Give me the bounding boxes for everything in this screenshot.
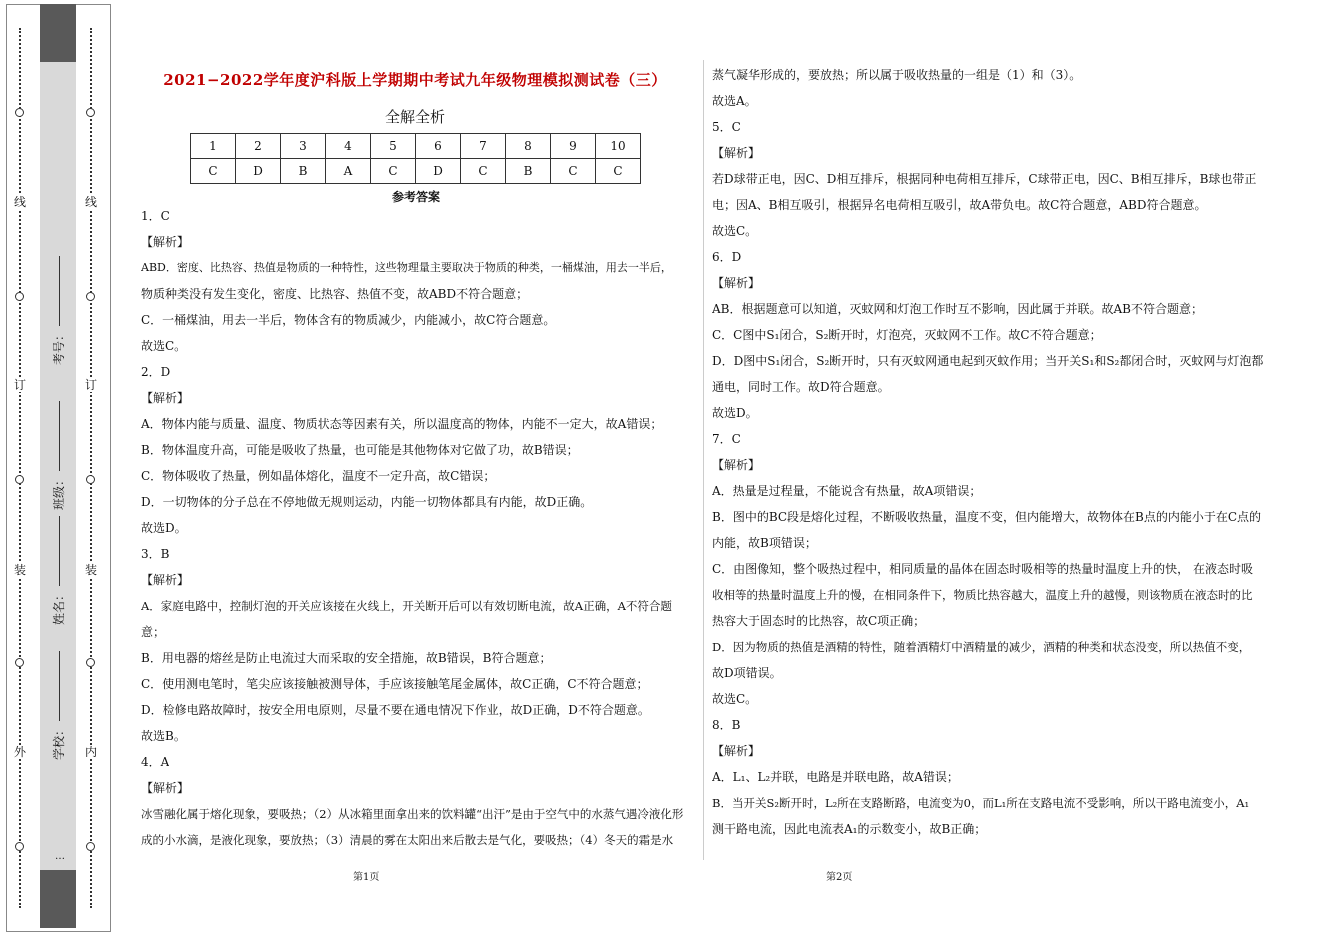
answer-cell: C (551, 159, 596, 184)
text-line: 【解析】 (712, 458, 761, 472)
answer-cell: C (461, 159, 506, 184)
binding-char-zhuang-inner: 装 (85, 563, 98, 577)
exam-number-label: 考号： (50, 256, 67, 365)
text-line: C．物体吸收了热量，例如晶体熔化，温度不一定升高，故C错误； (141, 469, 496, 483)
text-line: 7．C (712, 432, 741, 446)
answer-table (190, 133, 641, 184)
binding-circle (15, 475, 24, 484)
text-line: C．使用测电笔时，笔尖应该接触被测导体，手应该接触笔尾金属体，故C正确，C不符合题意； (141, 677, 649, 691)
text-line: 故选A。 (712, 94, 757, 108)
binding-char-ding-inner: 订 (85, 378, 98, 392)
text-line: C．由图像知，整个吸热过程中，相同质量的晶体在固态时吸相等的热量时温度上升的快， 在液态时吸 (712, 562, 1254, 576)
answer-cell: D (416, 159, 461, 184)
text-line: 1．C (141, 209, 170, 223)
page-1-footer: 第1页 (353, 872, 380, 883)
text-line: 【解析】 (712, 276, 761, 290)
question-number: 2 (236, 134, 281, 159)
binding-circle (15, 842, 24, 851)
answer-table-number-row (191, 134, 641, 159)
text-line: 收相等的热量时温度上升的慢，在相同条件下，物质比热容越大，温度上升的越慢，则该物质在液态时的比 (712, 588, 1253, 602)
text-line: 【解析】 (141, 573, 190, 587)
name-label: 姓名： (50, 516, 67, 625)
answer-table-answer-row (191, 159, 641, 184)
answer-cell: B (506, 159, 551, 184)
text-line: 5．C (712, 120, 741, 134)
text-line: 故D项错误。 (712, 666, 782, 680)
text-line: B．当开关S₂断开时，L₂所在支路断路，电流变为0，而L₁所在支路电流不受影响，所以干路电流变小，A₁ (712, 796, 1250, 810)
text-line: 蒸气凝华形成的，要放热；所以属于吸收热量的一组是（1）和（3）。 (712, 68, 1082, 82)
text-line: 故选D。 (712, 406, 758, 420)
text-line: 故选C。 (712, 224, 758, 238)
text-line: A．物体内能与质量、温度、物质状态等因素有关，所以温度高的物体，内能不一定大，故A错误； (141, 417, 663, 431)
text-line: ABD．密度、比热容、热值是物质的一种特性，这些物理量主要取决于物质的种类，一桶煤油，用去一半后， (141, 261, 672, 274)
text-line: 3．B (141, 547, 170, 561)
text-line: 成的小水滴，是液化现象，要放热；（3）清晨的雾在太阳出来后散去是气化，要吸热；（4）冬天的霜是水 (141, 833, 674, 847)
text-line: D．检修电路故障时，按安全用电原则，尽量不要在通电情况下作业，故D正确，D不符合题意。 (141, 703, 650, 717)
text-line: D．D图中S₁闭合，S₂断开时，只有灭蚊网通电起到灭蚊作用；当开关S₁和S₂都闭合时，灭蚊网与灯泡都 (712, 354, 1264, 368)
document-title: 2021−2022学年度沪科版上学期期中考试九年级物理模拟测试卷（三） (163, 71, 667, 89)
text-line: 热容大于固态时的比热容，故C项正确； (712, 614, 926, 628)
text-line: 【解析】 (712, 146, 761, 160)
answer-cell: C (191, 159, 236, 184)
binding-circle (86, 292, 95, 301)
question-number: 4 (326, 134, 371, 159)
document-subtitle: 全解全析 (384, 108, 445, 126)
binding-char-wai-outer: 外 (14, 745, 27, 759)
binding-circle (86, 108, 95, 117)
text-line: C．C图中S₁闭合，S₂断开时，灯泡亮，灭蚊网不工作。故C不符合题意； (712, 328, 1102, 342)
class-label: 班级： (50, 401, 67, 510)
binding-circle (15, 292, 24, 301)
text-line: 故选C。 (141, 339, 187, 353)
binding-char-ding-outer: 订 (14, 378, 27, 392)
answer-cell: D (236, 159, 281, 184)
text-line: B．图中的BC段是熔化过程，不断吸收热量，温度不变，但内能增大，故物体在B点的内能小于在C点的 (712, 510, 1262, 524)
text-line: 内能，故B项错误； (712, 536, 817, 550)
text-line: A．家庭电路中，控制灯泡的开关应该接在火线上，开关断开后可以有效切断电流，故A正确，A不符合题 (141, 599, 672, 613)
question-number: 3 (281, 134, 326, 159)
binding-dark-block-top (40, 4, 76, 62)
text-line: 故选B。 (141, 729, 186, 743)
outer-dotted-line (19, 28, 21, 908)
text-line: 8．B (712, 718, 741, 732)
binding-dark-block-bottom (40, 870, 76, 928)
text-line: 通电，同时工作。故D符合题意。 (712, 380, 890, 394)
question-number: 7 (461, 134, 506, 159)
text-line: 【解析】 (141, 391, 190, 405)
text-line: 物质种类没有发生变化，密度、比热容、热值不变，故ABD不符合题意； (141, 287, 529, 301)
question-number: 8 (506, 134, 551, 159)
answer-cell: C (371, 159, 416, 184)
text-line: 6．D (712, 250, 742, 264)
inner-dotted-line (90, 28, 92, 908)
text-line: 冰雪融化属于熔化现象，要吸热；（2）从冰箱里面拿出来的饮料罐“出汗”是由于空气中的水蒸气遇冷液化形 (141, 807, 684, 821)
answer-table-caption: 参考答案 (391, 190, 440, 204)
binding-dots: … (55, 851, 65, 862)
text-line: 电；因A、B相互吸引，根据异名电荷相互吸引，故A带负电。故C符合题意，ABD符合题意。 (712, 198, 1207, 212)
text-line: AB．根据题意可以知道，灭蚊网和灯泡工作时互不影响，因此属于并联。故AB不符合题意； (712, 302, 1203, 316)
text-line: 测干路电流，因此电流表A₁的示数变小，故B正确； (712, 822, 987, 836)
binding-char-xian-outer: 线 (14, 195, 27, 209)
answer-cell: A (326, 159, 371, 184)
text-line: 【解析】 (141, 235, 190, 249)
text-line: 【解析】 (712, 744, 761, 758)
text-line: D．因为物质的热值是酒精的特性，随着酒精灯中酒精量的减少，酒精的种类和状态没变，所以热值不变， (712, 640, 1251, 654)
answer-cell: B (281, 159, 326, 184)
text-line: B．用电器的熔丝是防止电流过大而采取的安全措施，故B错误，B符合题意； (141, 651, 552, 665)
school-label: 学校： (50, 651, 67, 760)
text-line: 意； (141, 625, 166, 639)
text-line: C．一桶煤油，用去一半后，物体含有的物质减少，内能减小，故C符合题意。 (141, 313, 556, 327)
question-number: 1 (191, 134, 236, 159)
binding-circle (86, 475, 95, 484)
page-divider (703, 60, 704, 860)
text-line: 故选D。 (141, 521, 187, 535)
question-number: 5 (371, 134, 416, 159)
binding-char-nei-inner: 内 (85, 745, 98, 759)
question-number: 9 (551, 134, 596, 159)
text-line: 故选C。 (712, 692, 758, 706)
text-line: B．物体温度升高，可能是吸收了热量，也可能是其他物体对它做了功，故B错误； (141, 443, 579, 457)
question-number: 6 (416, 134, 461, 159)
binding-char-xian-inner: 线 (85, 195, 98, 209)
text-line: D．一切物体的分子总在不停地做无规则运动，内能一切物体都具有内能，故D正确。 (141, 495, 593, 509)
text-line: 2．D (141, 365, 171, 379)
answer-cell: C (596, 159, 641, 184)
text-line: 若D球带正电，因C、D相互排斥，根据同种电荷相互排斥，C球带正电，因C、B相互排斥，B球也带正 (712, 172, 1257, 186)
binding-char-zhuang-outer: 装 (14, 563, 27, 577)
text-line: 【解析】 (141, 781, 190, 795)
text-line: A．热量是过程量，不能说含有热量，故A项错误； (712, 484, 982, 498)
binding-circle (15, 108, 24, 117)
binding-circle (86, 842, 95, 851)
binding-circle (86, 658, 95, 667)
text-line: A．L₁、L₂并联，电路是并联电路，故A错误； (712, 770, 959, 784)
text-line: 4．A (141, 755, 170, 769)
binding-circle (15, 658, 24, 667)
question-number: 10 (596, 134, 641, 159)
page-2-footer: 第2页 (826, 872, 853, 883)
